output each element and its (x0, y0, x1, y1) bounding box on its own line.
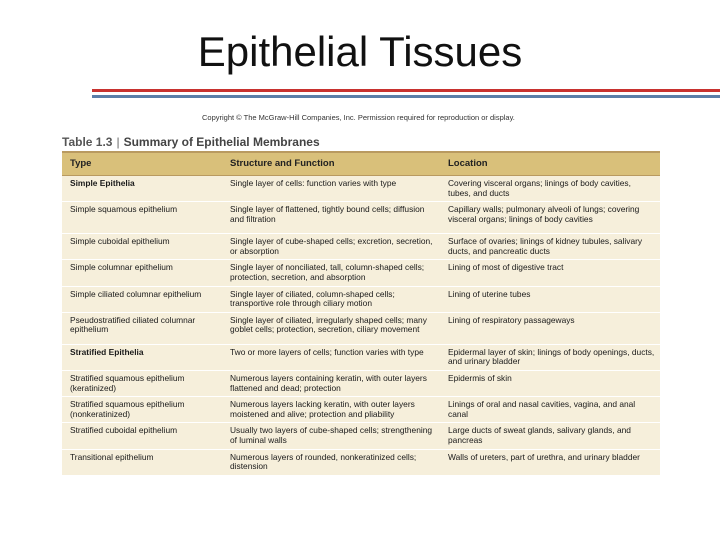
cell-location: Lining of uterine tubes (440, 286, 660, 312)
epithelial-summary-table (62, 151, 660, 476)
header-structure-function: Structure and Function (222, 152, 440, 176)
cell-type: Stratified squamous epithelium (nonkeratinized) (62, 397, 222, 423)
cell-location: Capillary walls; pulmonary alveoli of lungs; covering visceral organs; linings of body cavities (440, 202, 660, 234)
table-row (62, 202, 660, 234)
cell-structure: Numerous layers containing keratin, with outer layers flattened and dead; protection (222, 370, 440, 396)
cell-type: Stratified squamous epithelium (keratinized) (62, 370, 222, 396)
cell-type: Simple ciliated columnar epithelium (62, 286, 222, 312)
table-row (62, 312, 660, 344)
cell-location: Covering visceral organs; linings of body cavities, tubes, and ducts (440, 176, 660, 202)
cell-location: Linings of oral and nasal cavities, vagina, and anal canal (440, 397, 660, 423)
slide-title: Epithelial Tissues (197, 28, 523, 75)
cell-structure: Single layer of nonciliated, tall, column-shaped cells; protection, secretion, and absorption (222, 260, 440, 286)
cell-location: Epidermis of skin (440, 370, 660, 396)
cell-structure: Single layer of cube-shaped cells; excretion, secretion, or absorption (222, 234, 440, 260)
cell-type: Transitional epithelium (62, 449, 222, 475)
cell-structure: Two or more layers of cells; function varies with type (222, 344, 440, 370)
cell-location: Surface of ovaries; linings of kidney tubules, salivary ducts, and pancreatic ducts (440, 234, 660, 260)
cell-type: Pseudostratified ciliated columnar epithelium (62, 312, 222, 344)
cell-type: Simple columnar epithelium (62, 260, 222, 286)
cell-type: Stratified cuboidal epithelium (62, 423, 222, 449)
table-row (62, 234, 660, 260)
cell-structure: Usually two layers of cube-shaped cells; strengthening of luminal walls (222, 423, 440, 449)
table-row (62, 370, 660, 396)
table-row (62, 397, 660, 423)
title-divider-red (92, 89, 720, 92)
header-type: Type (62, 152, 222, 176)
copyright-notice: Copyright © The McGraw-Hill Companies, Inc. Permission required for reproduction or display. (202, 113, 515, 122)
table-caption (62, 135, 320, 149)
table-row (62, 260, 660, 286)
caption-separator: | (116, 135, 120, 149)
table-row (62, 344, 660, 370)
cell-type: Simple Epithelia (62, 176, 222, 202)
table-title: Summary of Epithelial Membranes (123, 135, 320, 149)
title-divider-blue (92, 95, 720, 98)
cell-type: Simple squamous epithelium (62, 202, 222, 234)
cell-location: Large ducts of sweat glands, salivary glands, and pancreas (440, 423, 660, 449)
cell-type: Stratified Epithelia (62, 344, 222, 370)
cell-structure: Numerous layers of rounded, nonkeratinized cells; distension (222, 449, 440, 475)
cell-structure: Numerous layers lacking keratin, with outer layers moistened and alive; protection and pliability (222, 397, 440, 423)
cell-location: Lining of respiratory passageways (440, 312, 660, 344)
table-number: Table 1.3 (62, 135, 113, 149)
cell-location: Epidermal layer of skin; linings of body openings, ducts, and urinary bladder (440, 344, 660, 370)
cell-structure: Single layer of flattened, tightly bound cells; diffusion and filtration (222, 202, 440, 234)
cell-location: Lining of most of digestive tract (440, 260, 660, 286)
table-row (62, 176, 660, 202)
table-header-row (62, 152, 660, 176)
cell-location: Walls of ureters, part of urethra, and urinary bladder (440, 449, 660, 475)
cell-structure: Single layer of ciliated, column-shaped cells; transportive role through ciliary motion (222, 286, 440, 312)
cell-structure: Single layer of cells: function varies with type (222, 176, 440, 202)
cell-type: Simple cuboidal epithelium (62, 234, 222, 260)
table-row (62, 286, 660, 312)
header-location: Location (440, 152, 660, 176)
cell-structure: Single layer of ciliated, irregularly shaped cells; many goblet cells; protection, secretion, ciliary movement (222, 312, 440, 344)
table-row (62, 423, 660, 449)
table-row (62, 449, 660, 475)
